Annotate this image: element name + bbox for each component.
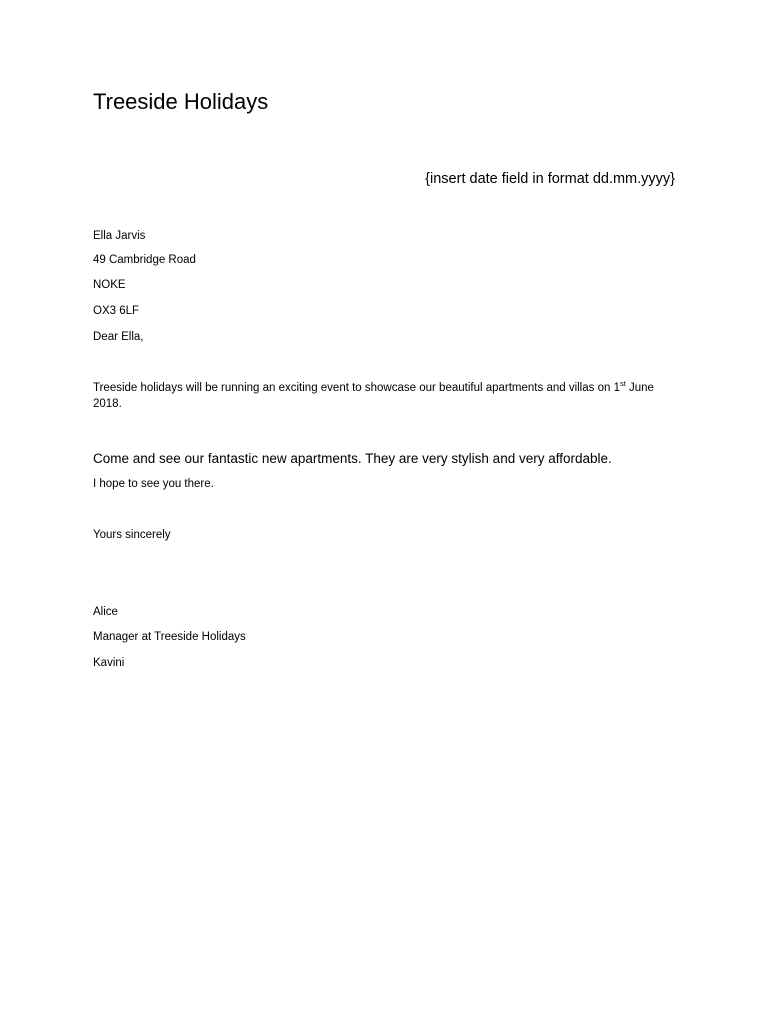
recipient-postcode: OX3 6LF [93, 305, 140, 317]
ordinal-suffix: st [619, 379, 626, 389]
event-paragraph [93, 380, 683, 412]
event-paragraph-text: Treeside holidays will be running an exciting event to showcase our beautiful apartments and villas on 1 [93, 382, 620, 394]
signature-extra: Kavini [93, 657, 125, 669]
signature-name: Alice [93, 606, 118, 618]
signature-role: Manager at Treeside Holidays [93, 631, 246, 643]
hope-paragraph: I hope to see you there. [93, 478, 214, 490]
event-paragraph-date: June 2018. [93, 382, 654, 410]
recipient-town: NOKE [93, 279, 126, 291]
recipient-street: 49 Cambridge Road [93, 254, 196, 266]
apartments-paragraph: Come and see our fantastic new apartments. They are very stylish and very affordable. [93, 451, 612, 466]
date-placeholder: {insert date field in format dd.mm.yyyy} [425, 171, 675, 187]
letter-heading: Treeside Holidays [93, 89, 269, 114]
recipient-name: Ella Jarvis [93, 230, 146, 242]
closing-line: Yours sincerely [93, 529, 171, 541]
salutation: Dear Ella, [93, 331, 144, 343]
